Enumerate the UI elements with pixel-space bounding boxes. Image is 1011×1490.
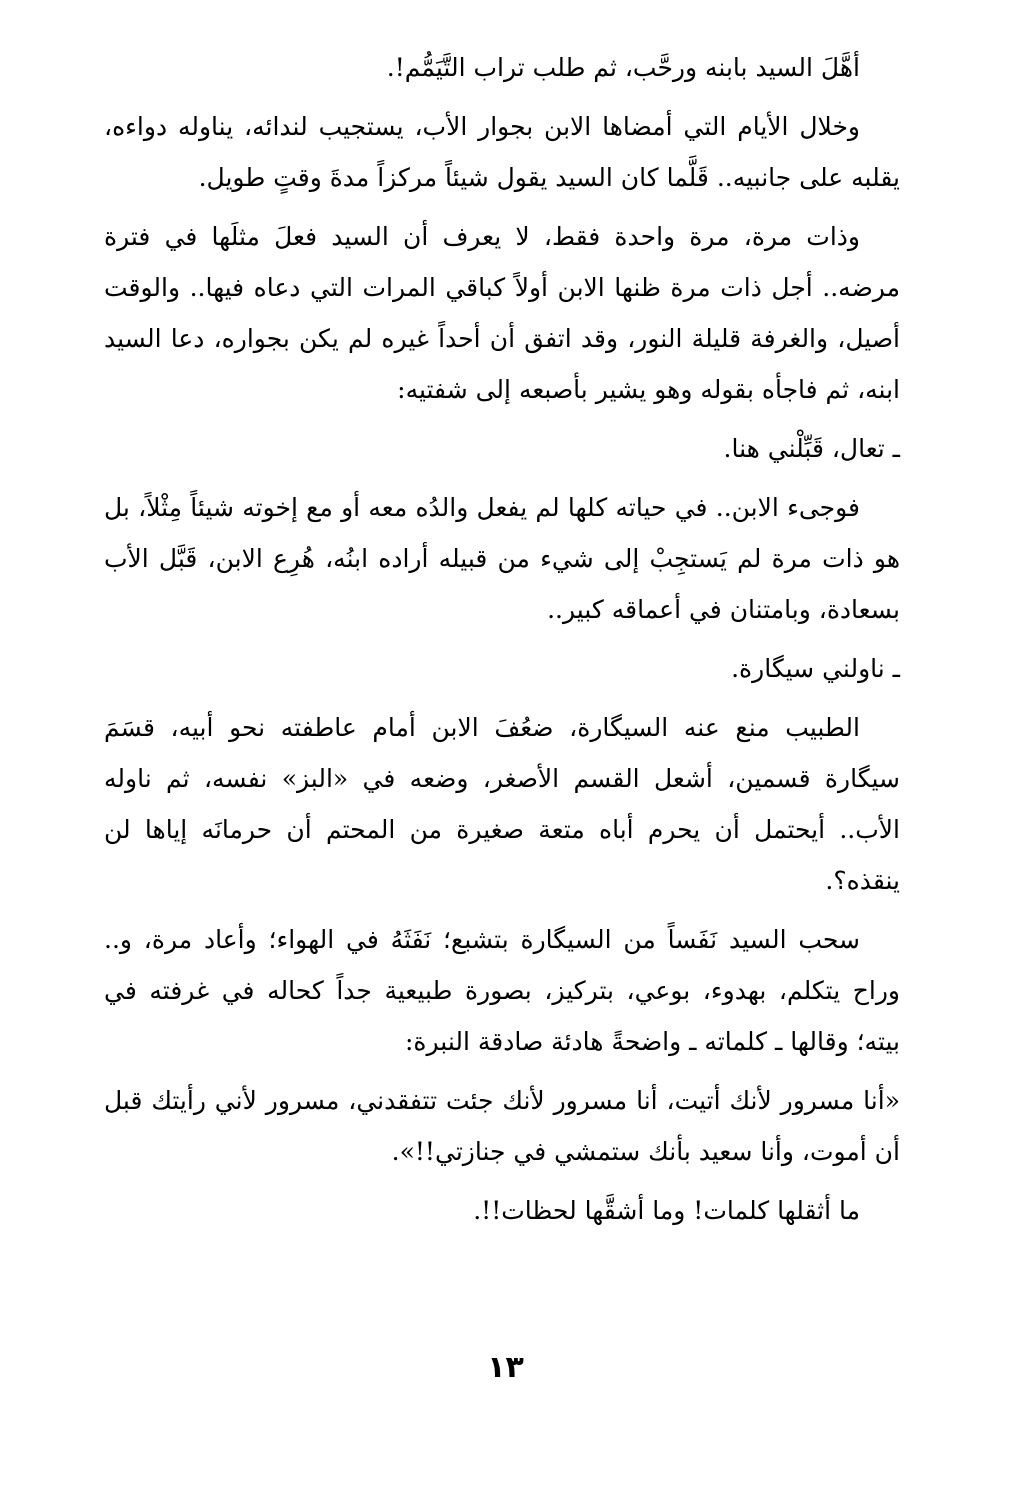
quoted-speech: «أنا مسرور لأنك أتيت، أنا مسرور لأنك جئت تتفقدني، مسرور لأني رأيتك قبل أن أموت، وأنا سعيد بأنك ستمشي في جنازتي!!».	[104, 1086, 900, 1166]
paragraph-2: وخلال الأيام التي أمضاها الابن بجوار الأب، يستجيب لندائه، يناوله دواءه، يقلبه على جانبيه.. قَلَّما كان السيد يقول شيئاً مركزاً مدةَ وقتٍ طويل.	[104, 112, 900, 192]
paragraph-3: وذات مرة، مرة واحدة فقط، لا يعرف أن السيد فعلَ مثلَها في فترة مرضه.. أجل ذات مرة ظنها الابن أولاً كباقي المرات التي دعاه فيها.. والوقت أصيل، والغرفة قليلة النور، وقد اتفق أن أحداً غيره لم يكن بجواره، دعا السيد ابنه، ثم فاجأه بقوله وهو يشير بأصبعه إلى شفتيه:	[104, 222, 900, 404]
paragraph-6: سحب السيد نَفَساً من السيگارة بتشبع؛ نَفَثَهُ في الهواء؛ وأعاد مرة، و.. وراح يتكلم، بهدوء، بوعي، بتركيز، بصورة طبيعية جداً كحاله في غرفته في بيته؛ وقالها ـ كلماته ـ واضحةً هادئة صادقة النبرة:	[104, 925, 900, 1056]
body-text	[104, 42, 900, 1244]
page-number: ١٣	[487, 1350, 524, 1385]
paragraph-7: ما أثقلها كلمات! وما أشقَّها لحظات!!.	[473, 1196, 860, 1225]
paragraph-5: الطبيب منع عنه السيگارة، ضعُفَ الابن أمام عاطفته نحو أبيه، قسَمَ سيگارة قسمين، أشعل القسم الأصغر، وضعه في «البز» نفسه، ثم ناوله الأب.. أيحتمل أن يحرم أباه متعة صغيرة من المحتم أن حرمانَه إياها لن ينقذه؟.	[104, 713, 900, 895]
dialogue-line-2: ـ ناولني سيگارة.	[731, 654, 900, 683]
paragraph-1: أهَّلَ السيد بابنه ورحَّب، ثم طلب تراب التَّيَمُّم!.	[386, 53, 860, 82]
dialogue-line-1: ـ تعال، قَبِّلْني هنا.	[723, 434, 900, 463]
paragraph-4: فوجىء الابن.. في حياته كلها لم يفعل والدُه معه أو مع إخوته شيئاً مِثْلاً، بل هو ذات مرة لم يَستجِبْ إلى شيء من قبيله أراده ابنُه، هُرِع الابن، قَبَّل الأب بسعادة، وبامتنان في أعماقه كبير..	[104, 493, 900, 624]
